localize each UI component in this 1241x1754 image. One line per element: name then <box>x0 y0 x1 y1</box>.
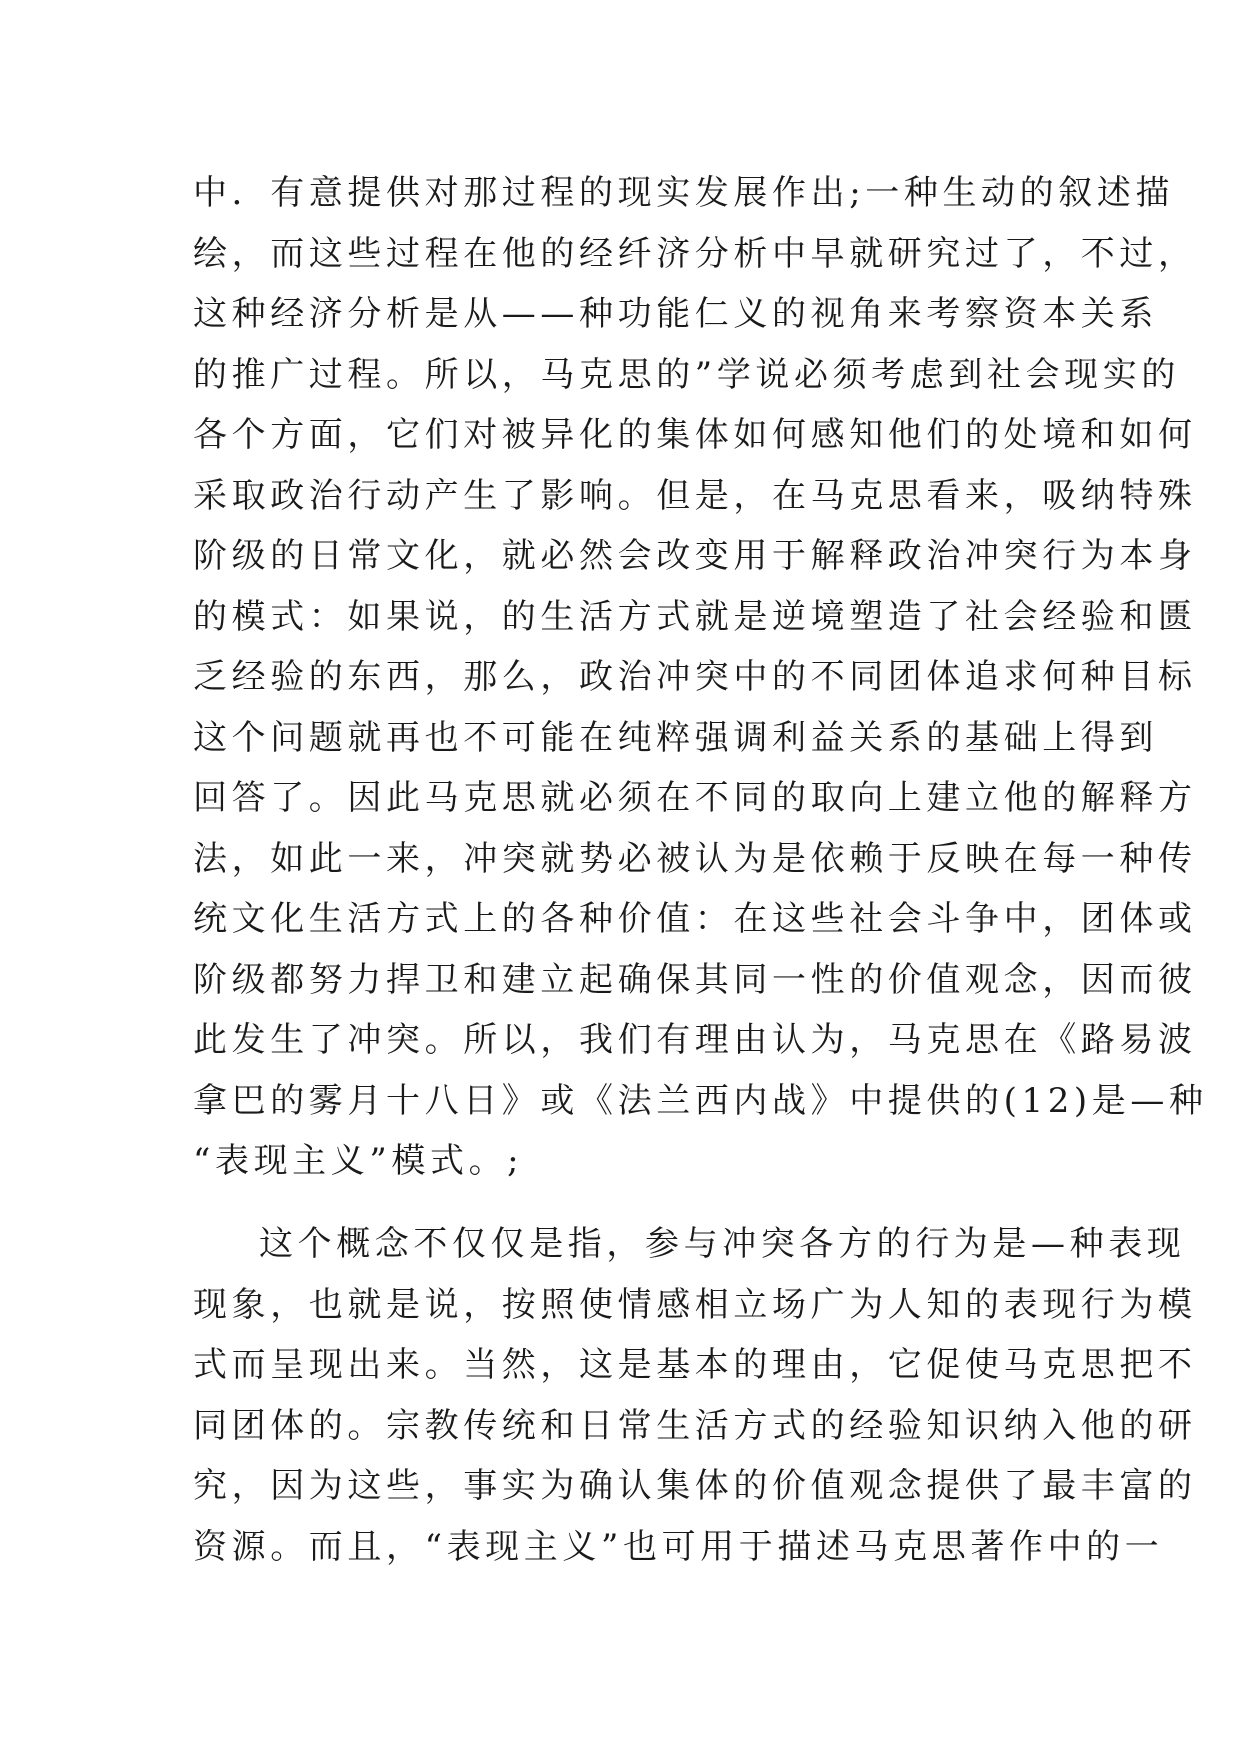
text-line: 拿巴的雾月十八日》或《法兰西内战》中提供的(12)是—种 <box>193 1080 1208 1121</box>
text-line: 这个问题就再也不可能在纯粹强调利益关系的基础上得到 <box>193 717 1158 758</box>
text-line: 此发生了冲突。所以，我们有理由认为，马克思在《路易波 <box>193 1020 1197 1060</box>
text-line: 同团体的。宗教传统和日常生活方式的经验知识纳入他的研 <box>193 1405 1197 1446</box>
text-line: 法，如此一来，冲突就势必被认为是依赖于反映在每一种传 <box>193 838 1197 879</box>
text-line: 阶级的日常文化，就必然会改变用于解释政治冲突行为本身 <box>193 536 1197 576</box>
text-line: 这个概念不仅仅是指，参与冲突各方的行为是—种表现 <box>259 1224 1186 1264</box>
text-line: “表现主义”模式。; <box>193 1141 524 1181</box>
paragraph-1 <box>193 163 1208 1192</box>
text-line: 这种经济分析是从——种功能仁义的视角来考察资本关系 <box>193 294 1158 334</box>
text-line: 式而呈现出来。当然，这是基本的理由，它促使马克思把不 <box>193 1345 1197 1385</box>
text-line: 现象，也就是说，按照使情感相立场广为人知的表现行为模 <box>193 1284 1197 1325</box>
text-line: 阶级都努力捍卫和建立起确保其同一性的价值观念，因而彼 <box>193 959 1197 1000</box>
text-line: 中．有意提供对那过程的现实发展作出;一种生动的叙述描 <box>193 173 1175 213</box>
text-line: 的推广过程。所以，马克思的”学说必须考虑到社会现实的 <box>193 354 1180 395</box>
text-line: 采取政治行动产生了影响。但是，在马克思看来，吸纳特殊 <box>193 475 1197 516</box>
text-line: 乏经验的东西，那么，政治冲突中的不同团体追求何种目标 <box>193 657 1197 697</box>
paragraph-2 <box>193 1214 1197 1577</box>
text-line: 统文化生活方式上的各种价值：在这些社会斗争中，团体或 <box>193 899 1197 939</box>
text-line: 各个方面，它们对被异化的集体如何感知他们的处境和如何 <box>193 415 1197 455</box>
text-line: 的模式：如果说，的生活方式就是逆境塑造了社会经验和匮 <box>193 596 1197 637</box>
text-line: 绘，而这些过程在他的经纤济分析中早就研究过了，不过， <box>193 233 1197 274</box>
text-line: 究，因为这些，事实为确认集体的价值观念提供了最丰富的 <box>193 1466 1197 1506</box>
text-line: 资源。而且，“表现主义”也可用于描述马克思著作中的一 <box>193 1526 1164 1567</box>
text-line: 回答了。因此马克思就必须在不同的取向上建立他的解释方 <box>193 778 1197 818</box>
